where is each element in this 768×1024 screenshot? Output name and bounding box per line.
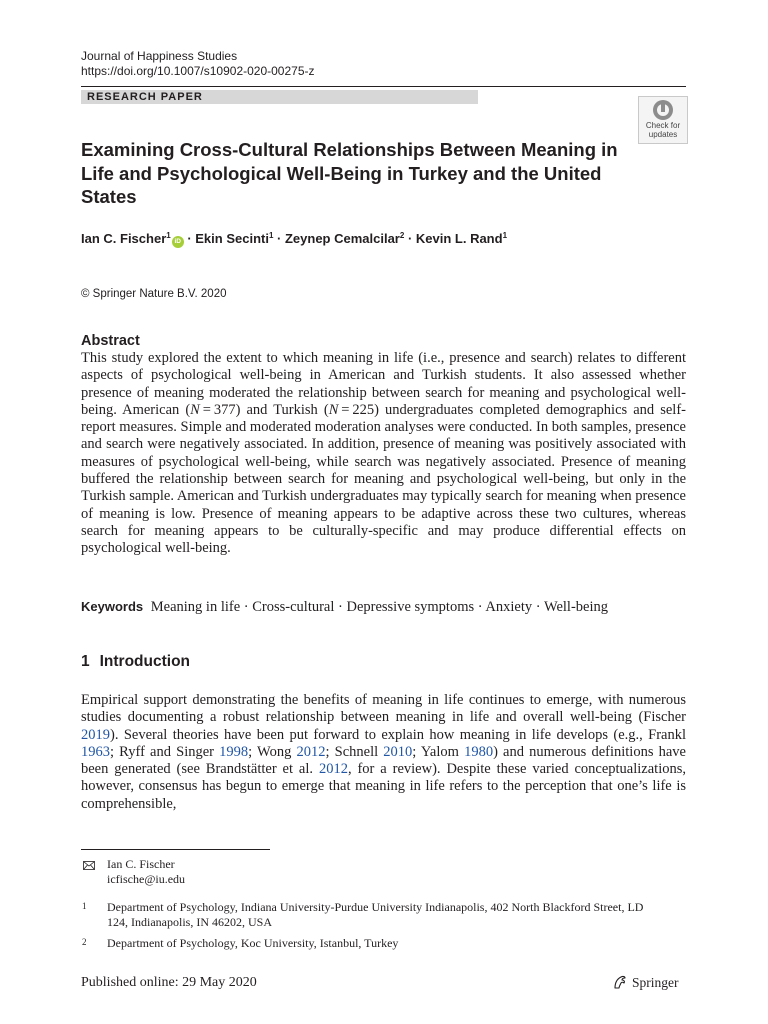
article-title: Examining Cross-Cultural Relationships Between Meaning in Life and Psychological Well-Being in Turkey and the United States — [81, 139, 618, 207]
publisher-logo — [612, 974, 679, 992]
paragraph-text: ; Schnell — [325, 743, 384, 760]
citation-link[interactable]: 2019 — [81, 726, 110, 743]
section-title: Introduction — [99, 653, 191, 670]
sample-size-symbol: N — [328, 401, 339, 418]
corresponding-author-name: Ian C. Fischer — [107, 857, 175, 871]
citation-link[interactable]: 2010 — [383, 743, 413, 760]
author-affiliation-mark: 1 — [166, 231, 171, 240]
abstract-heading: Abstract — [81, 333, 140, 349]
sample-size-symbol: N — [190, 401, 200, 418]
citation-link[interactable]: 1963 — [81, 743, 110, 760]
header-rule — [81, 86, 686, 87]
doi-link[interactable]: https://doi.org/10.1007/s10902-020-00275-z — [81, 64, 315, 78]
author-name[interactable]: Ekin Secinti — [195, 231, 269, 246]
abstract-text: This study explored the extent to which meaning in life (i.e., presence and search) relates to different aspects of psychological well-being in American and Turkish students. It also assessed whether presence of meaning moderated the relationship between search for meaning and psychological well-being. American (N = 377) and Turkish (N = 225) undergraduates completed demographics and self-report measures. Simple and moderated moderation analyses were conducted. In both samples, presence and search were negatively associated. In addition, presence of meaning was positively associated with measures of psychological well-being, while search was negatively associated. Presence of meaning buffered the relationship between search for meaning and psychological well-being, but only in the Turkish sample. American and Turkish undergraduates may typically search for meaning when presence of meaning is low. Presence of meaning appears to be adaptive across these two cultures, whereas search for meaning appears to be culturally-specific and may produce differential effects on psychological well-being. — [81, 350, 686, 557]
keywords — [81, 599, 608, 616]
author-affiliation-mark: 1 — [268, 231, 274, 240]
orcid-icon[interactable]: iD — [172, 236, 184, 248]
introduction-paragraph — [81, 692, 686, 813]
springer-horse-icon — [612, 974, 628, 990]
journal-name: Journal of Happiness Studies — [81, 49, 238, 63]
paragraph-text: ; Ryff and Singer — [110, 743, 220, 760]
paragraph-text: , for a review). Despite these varied conceptualizations, however, consensus has begun to emerge that meaning in life refers to the perception that one’s life is comprehensible, — [81, 761, 687, 812]
citation-link[interactable]: 1980 — [464, 743, 494, 760]
affiliation-number: 1 — [82, 901, 87, 911]
paragraph-text: ; Yalom — [412, 743, 465, 760]
footnote-rule — [81, 849, 270, 850]
affiliation-text: Department of Psychology, Indiana University-Purdue University Indianapolis, 402 North Blackford Street, LD 124, Indianapolis, IN 46202, USA — [107, 900, 644, 929]
paragraph-text: ). Several theories have been put forward to explain how meaning in life develops (e.g., Frankl — [110, 726, 686, 743]
section-heading — [81, 653, 190, 671]
author-separator: · — [273, 231, 285, 246]
section-number: 1 — [81, 653, 90, 670]
affiliation-text: Department of Psychology, Koc University, Istanbul, Turkey — [107, 936, 399, 950]
envelope-icon — [83, 861, 95, 870]
article-type-bar — [81, 90, 478, 104]
check-for-updates-icon — [648, 99, 678, 121]
author-affiliation-mark: 1 — [502, 231, 508, 240]
publisher-name: Springer — [632, 975, 679, 990]
author-separator: · — [183, 231, 196, 246]
paragraph-text: ; Wong — [248, 743, 297, 760]
affiliation-number: 2 — [82, 937, 87, 947]
author-name[interactable]: Kevin L. Rand — [415, 231, 503, 246]
check-for-updates-badge[interactable] — [638, 96, 688, 144]
keywords-label: Keywords — [81, 599, 144, 614]
check-for-updates-label: Check for updates — [645, 121, 681, 139]
author-list — [81, 231, 507, 248]
paragraph-text: ) and numerous definitions have been generated (see Brandstätter et al. — [81, 743, 686, 778]
citation-link[interactable]: 2012 — [296, 743, 326, 760]
copyright-notice: © Springer Nature B.V. 2020 — [81, 288, 227, 300]
author-name[interactable]: Ian C. Fischer — [81, 231, 167, 246]
author-affiliation-mark: 2 — [399, 231, 405, 240]
keywords-list: Meaning in life · Cross-cultural · Depressive symptoms · Anxiety · Well-being — [150, 599, 609, 615]
corresponding-author-email[interactable]: icfische@iu.edu — [107, 872, 186, 886]
citation-link[interactable]: 1998 — [219, 743, 249, 760]
author-separator: · — [404, 231, 416, 246]
citation-link[interactable]: 2012 — [318, 761, 348, 778]
paragraph-text: Empirical support demonstrating the benefits of meaning in life continues to emerge, with numerous studies documenting a robust relationship between meaning in life and overall well-being (Fischer — [81, 692, 686, 726]
author-name[interactable]: Zeynep Cemalcilar — [284, 231, 400, 246]
article-type-label: RESEARCH PAPER — [87, 91, 203, 103]
published-date: Published online: 29 May 2020 — [81, 975, 257, 990]
